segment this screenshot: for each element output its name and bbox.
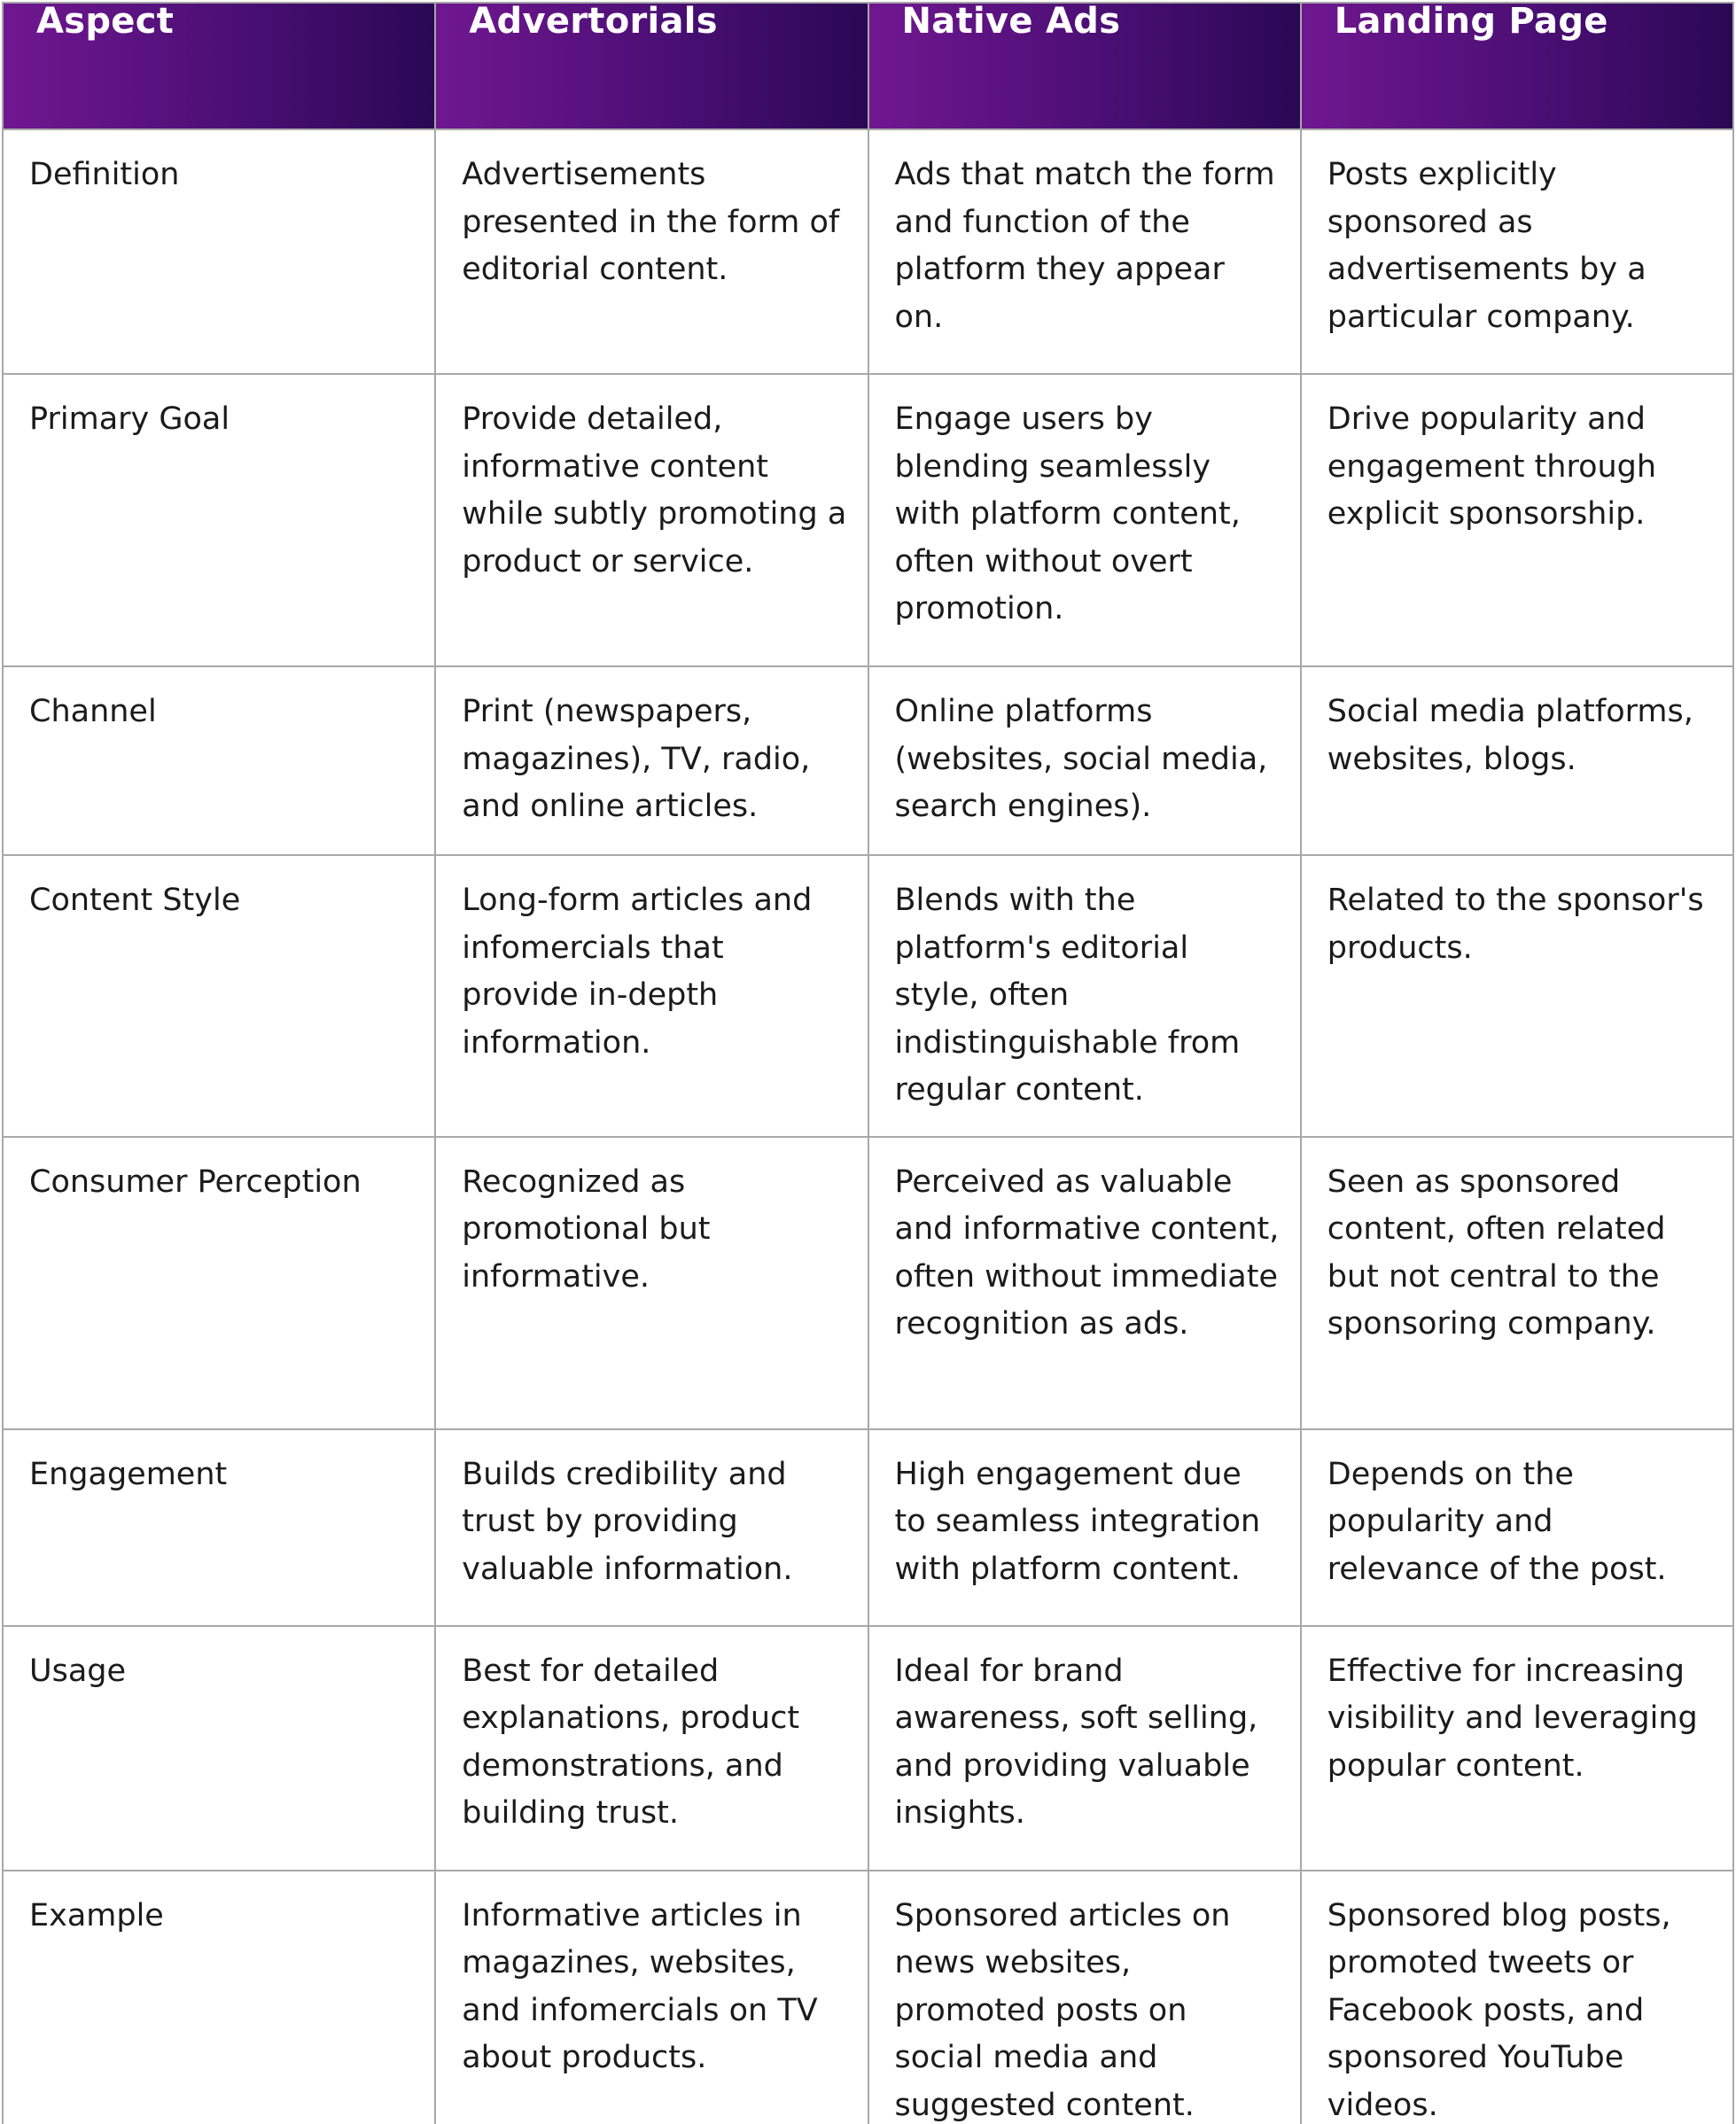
native-ads-cell: Blends with the platform's editorial style, often indistinguishable from regular content. <box>868 855 1301 1137</box>
native-ads-cell: Sponsored articles on news websites, promoted posts on social media and suggested content. <box>868 1871 1301 2124</box>
table-body <box>3 129 1733 2124</box>
row-label-cell: Engagement <box>3 1429 435 1626</box>
native-ads-cell: Engage users by blending seamlessly with platform content, often without overt promotion. <box>868 374 1301 666</box>
table-row-consumer-perception <box>3 1137 1733 1429</box>
advertorials-cell: Builds credibility and trust by providing valuable information. <box>435 1429 868 1626</box>
native-ads-cell: Ads that match the form and function of the platform they appear on. <box>868 129 1301 374</box>
table-row-content-style <box>3 855 1733 1137</box>
native-ads-cell: Ideal for brand awareness, soft selling, and providing valuable insights. <box>868 1626 1301 1871</box>
advertorials-cell: Print (newspapers, magazines), TV, radio, and online articles. <box>435 666 868 855</box>
row-label-cell: Example <box>3 1871 435 2124</box>
table-row-example <box>3 1871 1733 2124</box>
header-label-aspect: Aspect <box>36 1 175 42</box>
native-ads-cell: Perceived as valuable and informative content, often without immediate recognition as ads. <box>868 1137 1301 1429</box>
header-cell-native-ads <box>868 3 1301 129</box>
row-label-cell: Channel <box>3 666 435 855</box>
landing-page-cell: Sponsored blog posts, promoted tweets or Facebook posts, and sponsored YouTube videos. <box>1301 1871 1733 2124</box>
header-label-landing-page: Landing Page <box>1334 1 1608 42</box>
advertorials-cell: Best for detailed explanations, product demonstrations, and building trust. <box>435 1626 868 1871</box>
advertorials-cell: Informative articles in magazines, websites, and infomercials on TV about products. <box>435 1871 868 2124</box>
advertorials-cell: Advertisements presented in the form of editorial content. <box>435 129 868 374</box>
landing-page-cell: Effective for increasing visibility and leveraging popular content. <box>1301 1626 1733 1871</box>
row-label-cell: Content Style <box>3 855 435 1137</box>
advertorials-cell: Recognized as promotional but informative. <box>435 1137 868 1429</box>
row-label-cell: Usage <box>3 1626 435 1871</box>
landing-page-cell: Depends on the popularity and relevance of the post. <box>1301 1429 1733 1626</box>
header-cell-landing-page <box>1301 3 1733 129</box>
header-label-native-ads: Native Ads <box>901 1 1121 42</box>
landing-page-cell: Social media platforms, websites, blogs. <box>1301 666 1733 855</box>
native-ads-cell: Online platforms (websites, social media, search engines). <box>868 666 1301 855</box>
landing-page-cell: Drive popularity and engagement through explicit sponsorship. <box>1301 374 1733 666</box>
row-label-cell: Definition <box>3 129 435 374</box>
header-cell-aspect <box>3 3 435 129</box>
table-row-channel <box>3 666 1733 855</box>
header-cell-advertorials <box>435 3 868 129</box>
table-row-usage <box>3 1626 1733 1871</box>
advertorials-cell: Long-form articles and infomercials that provide in-depth information. <box>435 855 868 1137</box>
header-label-advertorials: Advertorials <box>469 1 718 42</box>
native-ads-cell: High engagement due to seamless integration with platform content. <box>868 1429 1301 1626</box>
table-row-primary-goal <box>3 374 1733 666</box>
comparison-table <box>2 2 1734 2124</box>
advertorials-cell: Provide detailed, informative content while subtly promoting a product or service. <box>435 374 868 666</box>
header-row <box>3 3 1733 129</box>
row-label-cell: Primary Goal <box>3 374 435 666</box>
table-row-engagement <box>3 1429 1733 1626</box>
row-label-cell: Consumer Perception <box>3 1137 435 1429</box>
table-header <box>3 3 1733 129</box>
landing-page-cell: Related to the sponsor's products. <box>1301 855 1733 1137</box>
landing-page-cell: Posts explicitly sponsored as advertisements by a particular company. <box>1301 129 1733 374</box>
table-row-definition <box>3 129 1733 374</box>
landing-page-cell: Seen as sponsored content, often related but not central to the sponsoring company. <box>1301 1137 1733 1429</box>
